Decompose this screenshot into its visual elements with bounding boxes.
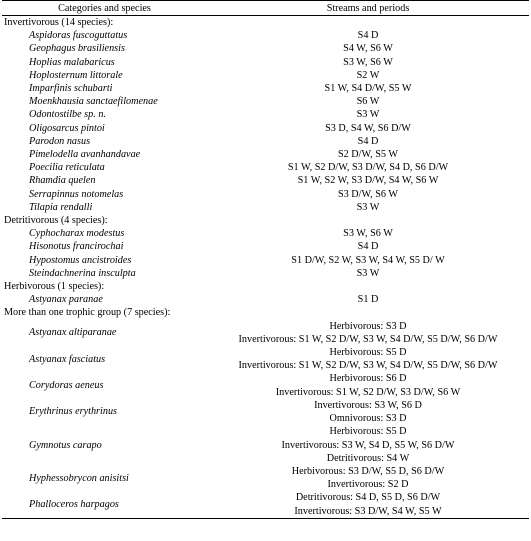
table-row — [2, 320, 529, 346]
streams-periods-line: S3 W, S6 W — [343, 228, 393, 240]
streams-periods-cell — [207, 372, 529, 398]
species-name: Imparfinis schubarti — [29, 83, 113, 95]
species-name: Moenkhausia sanctaefilomenae — [29, 96, 158, 108]
streams-periods-line: Detritivorous: S4 W — [326, 452, 410, 464]
streams-periods-line: Invertivorous: S1 W, S2 D/W, S3 D/W, S6 W — [275, 386, 461, 398]
group-label: Detritivorous (4 species): — [4, 215, 108, 227]
streams-periods-line: S2 W — [356, 69, 380, 81]
table-row — [2, 425, 529, 465]
streams-periods-line: S1 W, S2 D/W, S3 D/W, S4 D, S6 D/W — [287, 162, 449, 174]
table-row — [2, 29, 529, 42]
streams-periods-cell — [207, 108, 529, 121]
streams-periods-cell — [207, 267, 529, 280]
streams-periods-cell — [207, 465, 529, 491]
streams-periods-cell — [207, 135, 529, 148]
group-row — [2, 16, 529, 30]
table-row — [2, 227, 529, 240]
streams-periods-line: Omnivorous: S3 D — [329, 413, 407, 425]
table-row — [2, 399, 529, 425]
streams-periods-line: S4 D — [357, 135, 379, 147]
streams-periods-line: S3 W — [356, 201, 380, 213]
streams-periods-cell — [207, 42, 529, 55]
streams-periods-cell — [207, 201, 529, 214]
table-row — [2, 491, 529, 518]
species-name: Astyanax paranae — [29, 294, 103, 306]
table-row — [2, 56, 529, 69]
table-row — [2, 267, 529, 280]
header-streams: Streams and periods — [207, 1, 529, 16]
streams-periods-line: S1 W, S2 W, S3 D/W, S4 W, S6 W — [297, 175, 439, 187]
species-name: Hoplias malabaricus — [29, 56, 115, 68]
table-header-row — [2, 1, 529, 16]
table-row — [2, 293, 529, 306]
species-name: Poecilia reticulata — [29, 162, 105, 174]
streams-periods-line: S3 W, S6 W — [343, 56, 393, 68]
streams-periods-line: Detritivorous: S4 D, S5 D, S6 D/W — [295, 492, 441, 504]
streams-periods-line: Invertivorous: S2 D — [327, 479, 409, 491]
species-name: Phalloceros harpagos — [2, 491, 207, 518]
streams-periods-line: Herbivorous: S5 D — [329, 426, 407, 438]
streams-periods-cell — [207, 293, 529, 306]
table-row — [2, 465, 529, 491]
group-label: Herbivorous (1 species): — [4, 281, 105, 293]
species-name: Astyanax fasciatus — [29, 353, 106, 365]
streams-periods-line: S3 W — [356, 267, 380, 279]
table-row — [2, 174, 529, 187]
header-categories: Categories and species — [2, 1, 207, 16]
group-label: Invertivorous (14 species): — [4, 17, 114, 28]
streams-periods-line: S1 W, S4 D/W, S5 W — [324, 83, 412, 95]
streams-periods-line: Herbivorous: S3 D/W, S5 D, S6 D/W — [291, 465, 445, 477]
table-row — [2, 254, 529, 267]
species-name: Serrapinnus notomelas — [29, 188, 124, 200]
streams-periods-line: Invertivorous: S1 W, S2 D/W, S3 W, S4 D/W, S5 D/W, S6 D/W — [238, 360, 498, 372]
table-row — [2, 108, 529, 121]
streams-periods-cell — [207, 425, 529, 465]
streams-periods-line: Invertivorous: S3 W, S4 D, S5 W, S6 D/W — [281, 439, 455, 451]
streams-periods-cell — [207, 56, 529, 69]
species-name: Gymnotus carapo — [29, 439, 102, 451]
species-name: Hisonotus francirochai — [29, 241, 124, 253]
table-row — [2, 161, 529, 174]
streams-periods-line: Invertivorous: S3 W, S6 D — [314, 399, 422, 411]
table-row — [2, 95, 529, 108]
table-body — [2, 16, 529, 519]
streams-periods-cell — [207, 95, 529, 108]
streams-periods-line: S4 D — [357, 241, 379, 253]
streams-periods-cell — [207, 82, 529, 95]
species-name: Aspidoras fuscoguttatus — [29, 30, 128, 42]
streams-periods-cell — [207, 320, 529, 346]
streams-periods-line: Invertivorous: S1 W, S2 D/W, S3 W, S4 D/W, S5 D/W, S6 D/W — [238, 333, 498, 345]
table-row — [2, 148, 529, 161]
species-name: Hoplosternum littorale — [29, 69, 123, 81]
streams-periods-line: S1 D — [357, 294, 379, 306]
streams-periods-cell — [207, 69, 529, 82]
streams-periods-line: S3 D/W, S6 W — [337, 188, 398, 200]
group-row — [2, 280, 529, 293]
streams-periods-cell — [207, 148, 529, 161]
species-name: Hypostomus ancistroides — [29, 254, 132, 266]
streams-periods-line: S3 W — [356, 109, 380, 121]
streams-periods-line: S6 W — [356, 96, 380, 108]
streams-periods-line: S2 D/W, S5 W — [337, 149, 398, 161]
streams-periods-cell — [207, 29, 529, 42]
table-row — [2, 201, 529, 214]
table-row — [2, 188, 529, 201]
streams-periods-line: Herbivorous: S3 D — [329, 320, 407, 332]
table-row — [2, 42, 529, 55]
species-name: Geophagus brasiliensis — [29, 43, 125, 55]
streams-periods-line: S1 D/W, S2 W, S3 W, S4 W, S5 D/ W — [291, 254, 445, 266]
streams-periods-cell — [207, 491, 529, 518]
streams-periods-line: S3 D, S4 W, S6 D/W — [325, 122, 411, 134]
species-name: Oligosarcus pintoi — [29, 122, 105, 134]
species-name: Steindachnerina insculpta — [29, 267, 136, 279]
species-name: Rhamdia quelen — [29, 175, 96, 187]
species-table — [2, 0, 529, 519]
group-row — [2, 214, 529, 227]
species-name: Parodon nasus — [29, 135, 91, 147]
streams-periods-line: S4 D — [357, 30, 379, 42]
table-row — [2, 82, 529, 95]
streams-periods-cell — [207, 161, 529, 174]
streams-periods-cell — [207, 399, 529, 425]
streams-periods-line: Herbivorous: S6 D — [329, 373, 407, 385]
species-name: Pimelodella avanhandavae — [29, 149, 141, 161]
table-row — [2, 122, 529, 135]
group-label: More than one trophic group (7 species): — [4, 307, 171, 319]
species-name: Erythrinus erythrinus — [29, 406, 118, 418]
streams-periods-cell — [207, 254, 529, 267]
streams-periods-line: Herbivorous: S5 D — [329, 347, 407, 359]
streams-periods-cell — [207, 227, 529, 240]
group-row — [2, 306, 529, 319]
species-name: Tilapia rendalli — [29, 201, 93, 213]
streams-periods-cell — [207, 122, 529, 135]
species-name: Astyanax altiparanae — [29, 327, 117, 339]
species-name: Odontostilbe sp. n. — [29, 109, 106, 121]
streams-periods-line: S4 W, S6 W — [343, 43, 393, 55]
table-row — [2, 69, 529, 82]
table-row — [2, 346, 529, 372]
streams-periods-cell — [207, 188, 529, 201]
table-row — [2, 135, 529, 148]
species-name: Hyphessobrycon anisitsi — [29, 472, 129, 484]
streams-periods-line: Invertivorous: S3 D/W, S4 W, S5 W — [294, 505, 442, 517]
species-name: Corydoras aeneus — [29, 380, 104, 392]
table-row — [2, 240, 529, 253]
species-name: Cyphocharax modestus — [29, 228, 125, 240]
streams-periods-cell — [207, 346, 529, 372]
table-row — [2, 372, 529, 398]
streams-periods-cell — [207, 174, 529, 187]
streams-periods-cell — [207, 240, 529, 253]
